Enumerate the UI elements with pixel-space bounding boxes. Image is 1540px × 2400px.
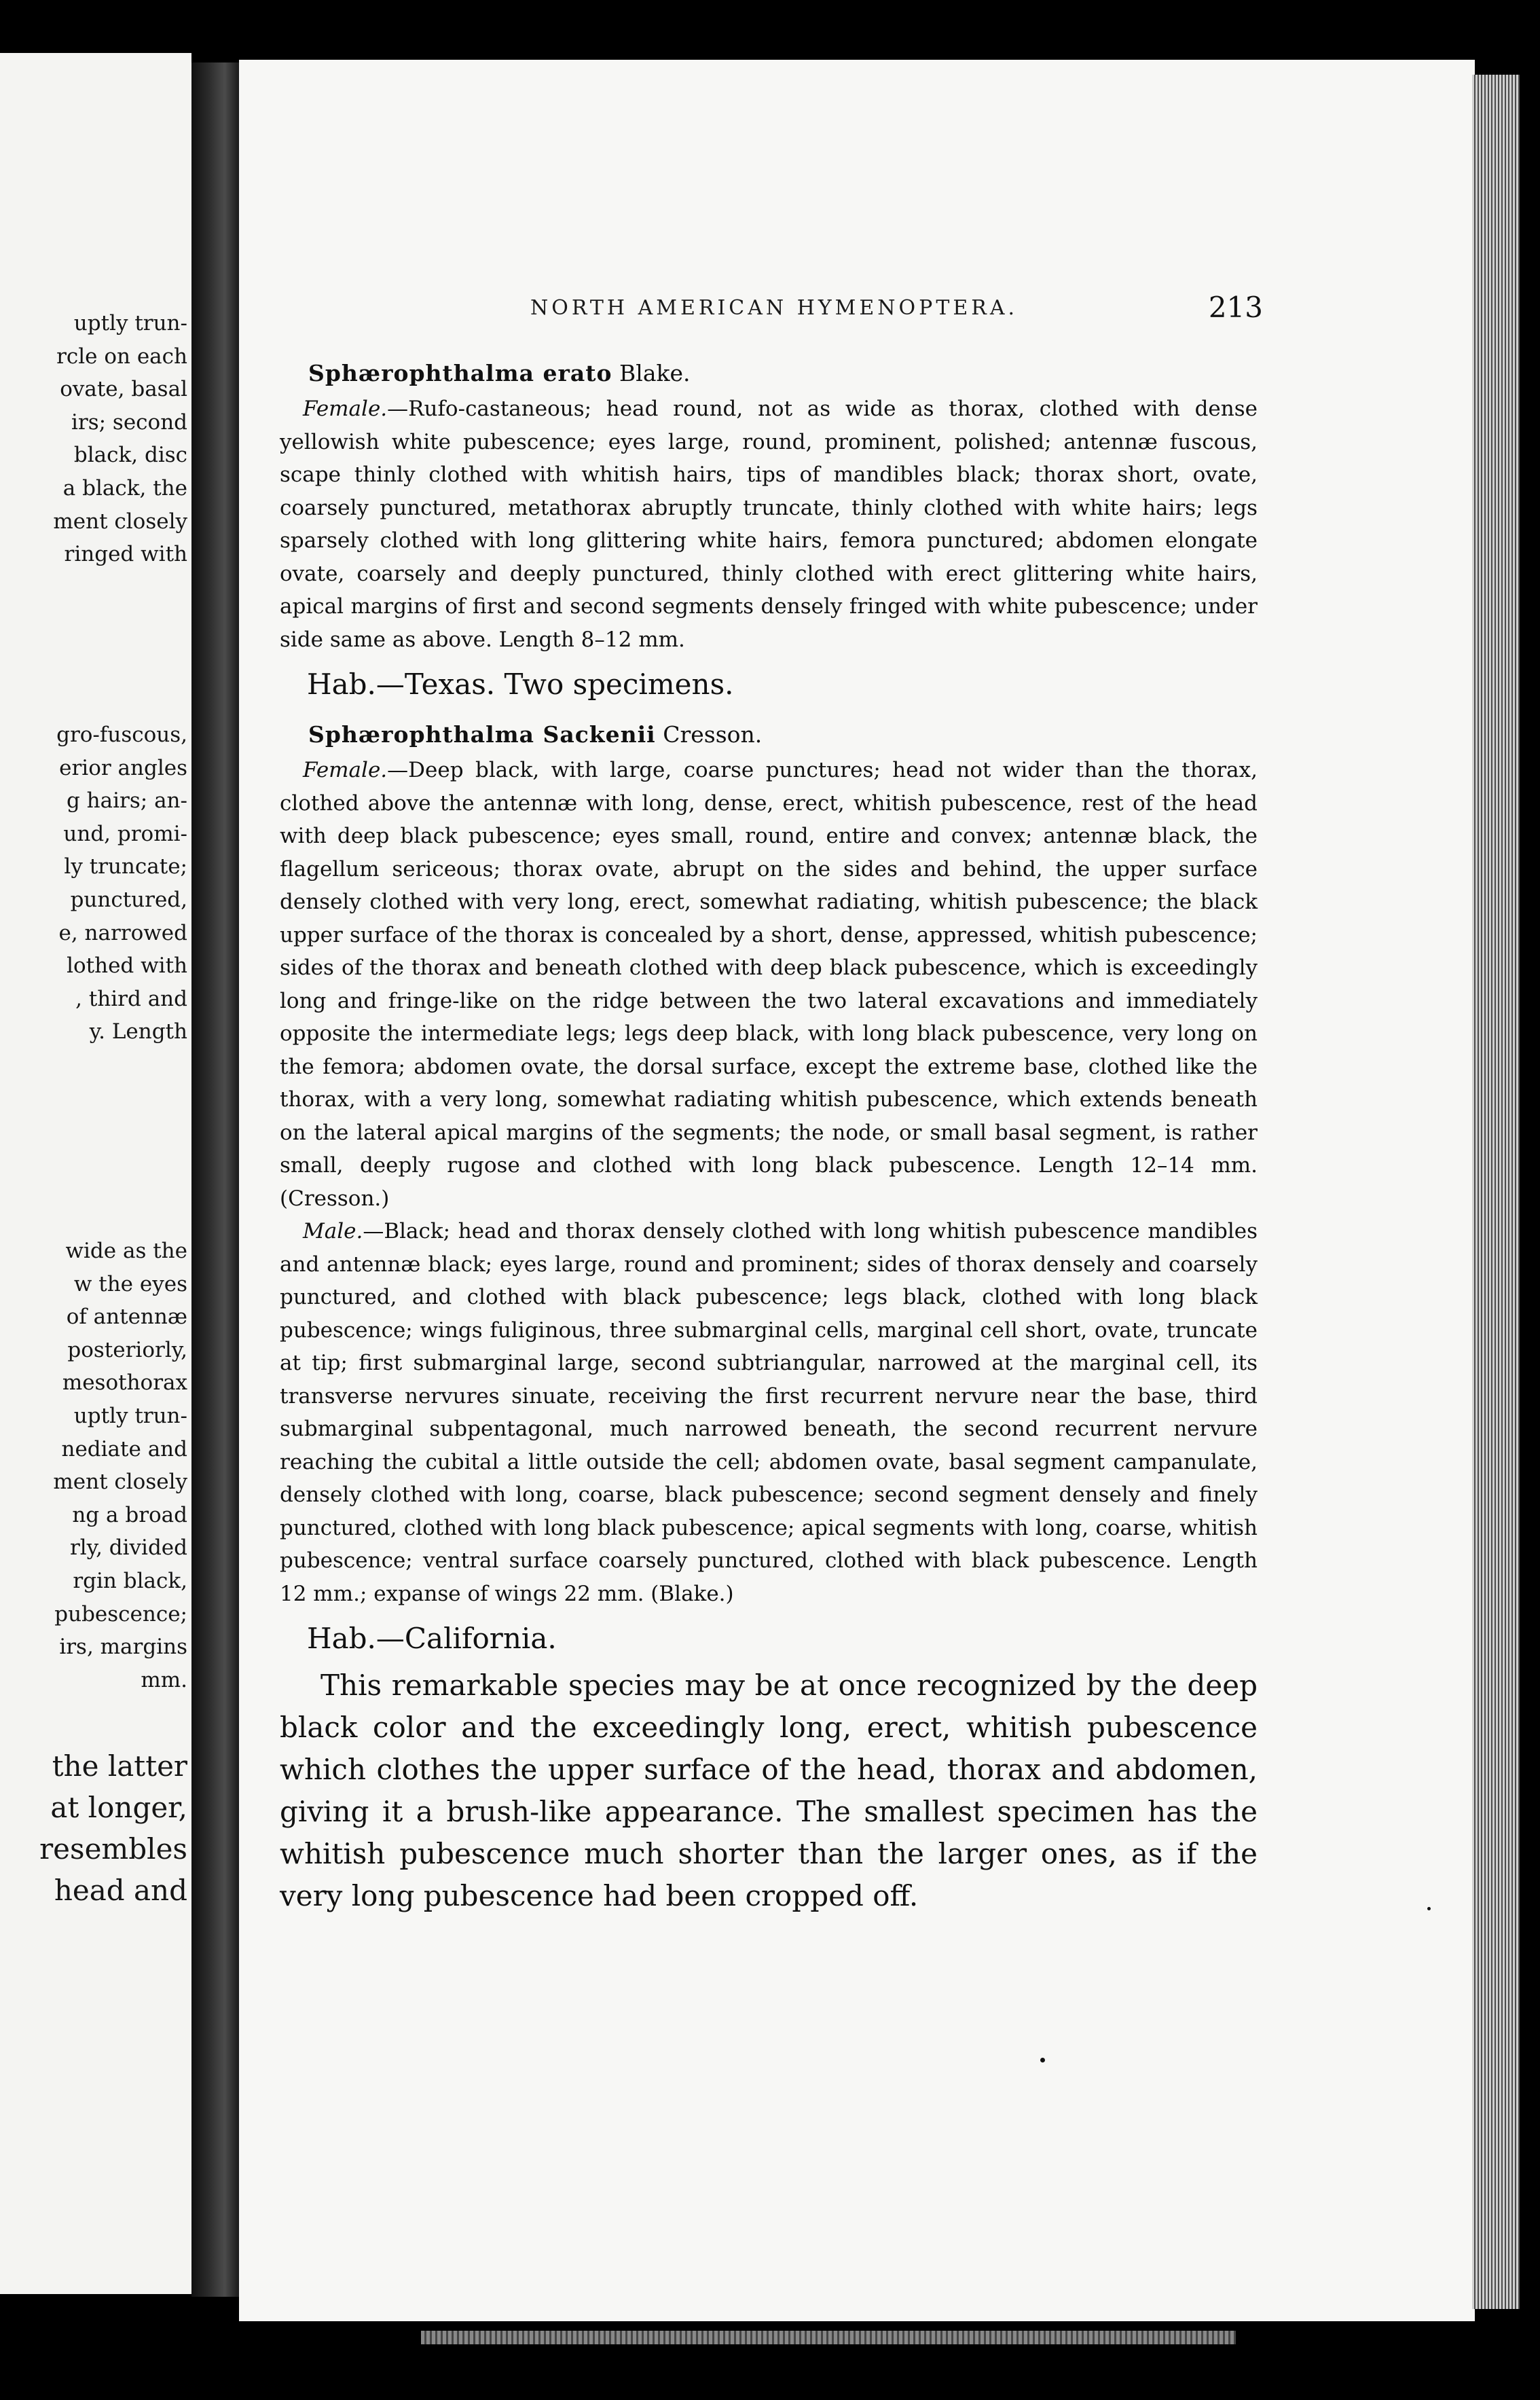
species-name: Sphærophthalma Sackenii bbox=[308, 721, 656, 748]
species-heading-sackenii bbox=[308, 719, 1258, 751]
left-page-fragment: head and bbox=[54, 1874, 187, 1907]
left-page-fragment: punctured, bbox=[70, 888, 187, 912]
left-page-fragment: , third and bbox=[75, 986, 187, 1011]
left-page-fragment: lothed with bbox=[67, 953, 187, 979]
page-body bbox=[280, 357, 1258, 1917]
left-page-fragment: ringed with bbox=[64, 542, 187, 567]
book-gutter bbox=[191, 62, 239, 2297]
left-page-fragment: mm. bbox=[141, 1667, 187, 1692]
left-page-fragment: rcle on each bbox=[56, 344, 187, 369]
left-page-fragment: at longer, bbox=[50, 1791, 187, 1824]
left-page-fragment: posteriorly, bbox=[67, 1337, 187, 1362]
left-page-fragment: a black, the bbox=[62, 476, 187, 501]
species-name: Sphærophthalma erato bbox=[308, 360, 612, 386]
species-author: Cresson. bbox=[663, 721, 763, 748]
speck bbox=[1427, 1907, 1431, 1910]
left-page-fragment: irs; second bbox=[71, 410, 187, 435]
female-description-erato bbox=[280, 393, 1258, 656]
running-head bbox=[285, 291, 1263, 331]
left-page-fragment: w the eyes bbox=[73, 1271, 187, 1296]
left-page-fragment: g hairs; an- bbox=[66, 788, 187, 814]
page-edges bbox=[1472, 75, 1520, 2309]
description-text: —Black; head and thorax densely clothed with long whitish pubescence mandibles and antennæ black; eyes large, round and prominent; sides of thorax densely and coarsely punctured, and clothed with black pubescence; legs black, clothed with long black pubescence; wings fuliginous, three submarginal cells, marginal cell short, ovate, truncate at tip; first submarginal large, second subtriangular, narrowed at the marginal cell, its transverse nervures sinuate, receiving the first recurrent nervure near the base, third submarginal subpentagonal, much narrowed beneath, the second recurrent nervure reaching the cubital a little outside the cell; abdomen ovate, basal segment campanulate, densely clothed with long, coarse, black pubescence; second segment densely and finely punctured, clothed with long black pubescence; apical segments with long, coarse, whitish pubescence; ventral surface coarsely punctured, clothed with black pubescence. Length 12 mm.; expanse of wings 22 mm. (Blake.) bbox=[280, 1219, 1258, 1606]
female-description-sackenii bbox=[280, 754, 1258, 1215]
male-description-sackenii bbox=[280, 1215, 1258, 1610]
left-page-fragment: nediate and bbox=[61, 1436, 187, 1461]
left-page-fragment: ment closely bbox=[53, 1470, 187, 1495]
page-number: 213 bbox=[1208, 291, 1263, 324]
sex-label: Male. bbox=[303, 1219, 363, 1243]
running-title: NORTH AMERICAN HYMENOPTERA. bbox=[530, 296, 1019, 320]
left-page-fragment: wide as the bbox=[65, 1239, 187, 1263]
habitat-erato: Hab.—Texas. Two specimens. bbox=[307, 668, 734, 701]
species-heading-erato bbox=[308, 357, 1258, 390]
left-page-fragment: ng a broad bbox=[72, 1502, 187, 1527]
left-page-fragment: the latter bbox=[52, 1749, 187, 1783]
left-page-fragment: gro-fuscous, bbox=[56, 723, 187, 747]
remarks-paragraph: This remarkable species may be at once recognized by the deep black color and the exceedingly long, erect, whitish pubescence which clothes the upper surface of the head, thorax and abdomen, giving it a brush-like appearance. The smallest specimen has the whitish pubescence much shorter than the larger ones, as if the very long pubescence had been cropped off. bbox=[280, 1669, 1258, 1912]
left-page-fragment: of antennæ bbox=[66, 1305, 187, 1330]
left-page-fragment: uptly trun- bbox=[73, 1404, 187, 1428]
habitat-sackenii: Hab.—California. bbox=[307, 1622, 557, 1655]
speck bbox=[1040, 2058, 1045, 2062]
left-page-fragment: erior angles bbox=[59, 755, 187, 780]
left-page-fragment: black, disc bbox=[73, 443, 187, 468]
left-page-fragment: uptly trun- bbox=[73, 311, 187, 335]
left-page-fragment: y. Length bbox=[89, 1019, 187, 1044]
left-page-fragment: mesothorax bbox=[62, 1370, 187, 1396]
left-facing-page bbox=[0, 53, 191, 2294]
left-page-fragment: ment closely bbox=[53, 509, 187, 534]
species-author: Blake. bbox=[619, 360, 691, 386]
left-page-fragment: rgin black, bbox=[73, 1569, 187, 1593]
left-page-fragment: pubescence; bbox=[54, 1601, 187, 1626]
left-page-fragment: ovate, basal bbox=[60, 377, 187, 402]
left-page-fragment: irs, margins bbox=[59, 1635, 187, 1660]
left-page-fragment: e, narrowed bbox=[58, 920, 187, 945]
scan-bottom-edge bbox=[421, 2331, 1236, 2344]
left-page-fragment: und, promi- bbox=[63, 821, 187, 846]
left-page-fragment: rly, divided bbox=[69, 1535, 187, 1561]
left-page-fragment: resembles bbox=[39, 1832, 187, 1866]
left-page-fragment: ly truncate; bbox=[64, 854, 187, 879]
sex-label: Female. bbox=[303, 758, 388, 782]
description-text: —Deep black, with large, coarse punctures; head not wider than the thorax, clothed above the antennæ with long, dense, erect, whitish pubescence, rest of the head with deep black pubescence; eyes small, round, entire and convex; antennæ black, the flagellum sericeous; thorax ovate, abrupt on the sides and behind, the upper surface densely clothed with very long, erect, somewhat radiating, whitish pubescence; the black upper surface of the thorax is concealed by a short, dense, appressed, whitish pubescence; sides of the thorax and beneath clothed with deep black pubescence, which is exceedingly long and fringe-like on the ridge between the two lateral excavations and immediately opposite the intermediate legs; legs deep black, with long black pubescence, very long on the femora; abdomen ovate, the dorsal surface, except the extreme base, clothed like the thorax, with a very long, somewhat radiating whitish pubescence, which extends beneath on the lateral apical margins of the segments; the node, or small basal segment, is rather small, deeply rugose and clothed with long black pubescence. Length 12–14 mm. (Cresson.) bbox=[280, 758, 1258, 1211]
description-text: —Rufo-castaneous; head round, not as wide as thorax, clothed with dense yellowish white pubescence; eyes large, round, prominent, polished; antennæ fuscous, scape thinly clothed with whitish hairs, tips of mandibles black; thorax short, ovate, coarsely punctured, metathorax abruptly truncate, thinly clothed with white hairs; legs sparsely clothed with long glittering white hairs, femora punctured; abdomen elongate ovate, coarsely and deeply punctured, thinly clothed with erect glittering white hairs, apical margins of first and second segments densely fringed with white pubescence; under side same as above. Length 8–12 mm. bbox=[280, 397, 1258, 652]
sex-label: Female. bbox=[303, 397, 388, 421]
